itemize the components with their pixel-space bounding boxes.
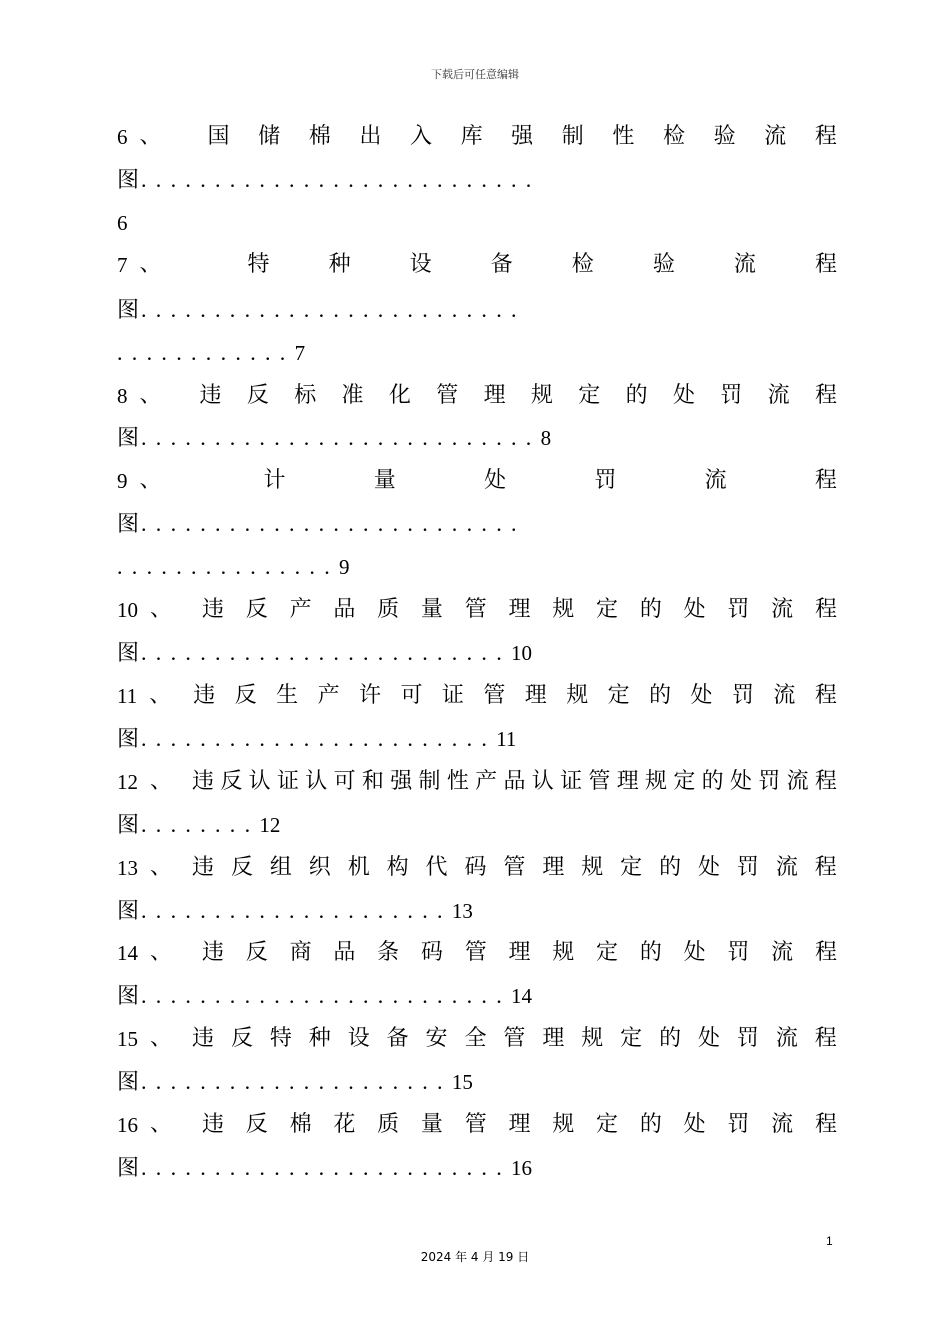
toc-entry-lead: 图 — [117, 641, 140, 666]
toc-entry-title — [117, 676, 837, 716]
toc-entry-dots: ........ — [141, 812, 260, 837]
toc-entry-lead: 图 — [117, 512, 140, 537]
toc-entry-leader — [117, 1062, 837, 1102]
toc-entry-separator: 、 — [139, 124, 162, 149]
toc-entry-separator: 、 — [139, 383, 162, 408]
toc-entry-lead: 图 — [117, 1070, 140, 1095]
toc-entry-number: 9 — [117, 469, 128, 493]
toc-entry-title — [117, 933, 837, 973]
toc-entry-lead: 图 — [117, 1156, 140, 1181]
toc-entry-title — [117, 461, 837, 501]
toc-entry-title — [117, 762, 837, 802]
toc-entry-separator: 、 — [150, 855, 173, 880]
toc-entry-text: 违 反 标 准 化 管 理 规 定 的 处 罚 流 程 — [199, 383, 837, 408]
toc-entry-text: 违 反 棉 花 质 量 管 理 规 定 的 处 罚 流 程 — [202, 1112, 837, 1137]
toc-entry-dots: ..................... — [141, 898, 452, 923]
toc-entry-text: 违 反 组 织 机 构 代 码 管 理 规 定 的 处 罚 流 程 — [192, 855, 837, 880]
toc-entry-dots: ............ — [117, 340, 295, 365]
toc-entry-dots: ........................ — [141, 726, 497, 751]
toc-entry-leader-continued — [117, 547, 837, 587]
toc-entry-page: 11 — [496, 727, 517, 751]
toc-entry-text: 计 量 处 罚 流 程 — [263, 468, 837, 493]
toc-entry-page: 15 — [451, 1070, 473, 1094]
toc-entry-dots: ............... — [117, 554, 339, 579]
toc-entry-leader — [117, 1148, 837, 1188]
toc-entry-separator: 、 — [139, 468, 162, 493]
toc-entry-page: 13 — [451, 899, 473, 923]
toc-entry-number: 10 — [117, 598, 138, 622]
toc-entry-lead: 图 — [117, 984, 140, 1009]
toc-entry-dots: ......................... — [141, 640, 511, 665]
toc-entry-page: 6 — [117, 211, 128, 235]
toc-entry-leader — [117, 504, 837, 544]
toc-entry-text: 违 反 产 品 质 量 管 理 规 定 的 处 罚 流 程 — [202, 597, 837, 622]
toc-entry-dots: ......................... — [141, 983, 511, 1008]
toc-entry-text: 违 反 认 证 认 可 和 强 制 性 产 品 认 证 管 理 规 定 的 处 罚 流 程 — [192, 769, 837, 794]
toc-entry-lead: 图 — [117, 298, 140, 323]
toc-entry-number: 14 — [117, 941, 138, 965]
page-number: 1 — [826, 1234, 833, 1248]
toc-entry-title — [117, 117, 837, 157]
toc-entry-page: 7 — [294, 341, 306, 365]
toc-entry-title — [117, 590, 837, 630]
toc-entry-dots: .......................... — [141, 511, 526, 536]
toc-entry-leader — [117, 418, 837, 458]
toc-entry-number: 13 — [117, 856, 138, 880]
toc-entry-number: 8 — [117, 384, 128, 408]
toc-entry-page-line — [117, 203, 837, 243]
toc-entry-page: 14 — [511, 984, 532, 1008]
toc-entry-text: 特 种 设 备 检 验 流 程 — [247, 252, 837, 277]
toc-entry-dots: ........................... — [141, 167, 541, 192]
toc-entry-dots: ..................... — [141, 1069, 452, 1094]
toc-entry-page: 12 — [259, 813, 281, 837]
toc-entry-text: 国 储 棉 出 入 库 强 制 性 检 验 流 程 — [207, 124, 837, 149]
toc-entry-lead: 图 — [117, 426, 140, 451]
toc-entry-leader — [117, 633, 837, 673]
toc-entry-number: 7 — [117, 253, 128, 277]
toc-entry-title — [117, 1105, 837, 1145]
toc-entry-text: 违 反 商 品 条 码 管 理 规 定 的 处 罚 流 程 — [202, 940, 837, 965]
toc-entry-page: 9 — [339, 555, 350, 579]
toc-entry-number: 6 — [117, 125, 128, 149]
toc-entry-dots: ......................... — [141, 1155, 511, 1180]
toc-entry-lead: 图 — [117, 813, 140, 838]
toc-entry-separator: 、 — [150, 769, 173, 794]
toc-entry-leader — [117, 976, 837, 1016]
toc-entry-lead: 图 — [117, 727, 140, 752]
toc-entry-number: 15 — [117, 1027, 138, 1051]
toc-entry-number: 16 — [117, 1113, 138, 1137]
toc-entry-separator: 、 — [150, 940, 173, 965]
toc-entry-separator: 、 — [150, 597, 173, 622]
toc-entry-number: 12 — [117, 770, 138, 794]
toc-entry-lead: 图 — [117, 899, 140, 924]
toc-entry-text: 违 反 特 种 设 备 安 全 管 理 规 定 的 处 罚 流 程 — [192, 1026, 837, 1051]
toc-entry-separator: 、 — [139, 252, 162, 277]
toc-entry-separator: 、 — [150, 1112, 173, 1137]
toc-entry-leader-continued — [117, 333, 837, 373]
toc-entry-number: 11 — [117, 684, 138, 708]
toc-entry-page: 16 — [511, 1156, 532, 1180]
toc-entry-title — [117, 245, 837, 285]
toc-entry-dots: ........................... — [141, 425, 541, 450]
toc-entry-leader — [117, 719, 837, 759]
toc-entry-separator: 、 — [149, 683, 172, 708]
footer-date: 2024 年 4 月 19 日 — [420, 1250, 530, 1264]
toc-entry-title — [117, 848, 837, 888]
toc-entry-separator: 、 — [150, 1026, 173, 1051]
toc-entry-title — [117, 376, 837, 416]
toc-entry-leader — [117, 805, 837, 845]
page-header: 下载后可任意编辑 — [431, 68, 519, 81]
toc-entry-page: 8 — [540, 426, 552, 450]
toc-entry-leader — [117, 290, 837, 330]
toc-entry-leader — [117, 891, 837, 931]
toc-entry-title — [117, 1019, 837, 1059]
toc-entry-dots: .......................... — [141, 297, 526, 322]
toc-entry-page: 10 — [511, 641, 532, 665]
toc-entry-lead: 图 — [117, 168, 140, 193]
toc-entry-text: 违 反 生 产 许 可 证 管 理 规 定 的 处 罚 流 程 — [193, 683, 837, 708]
toc-entry-leader — [117, 160, 837, 200]
